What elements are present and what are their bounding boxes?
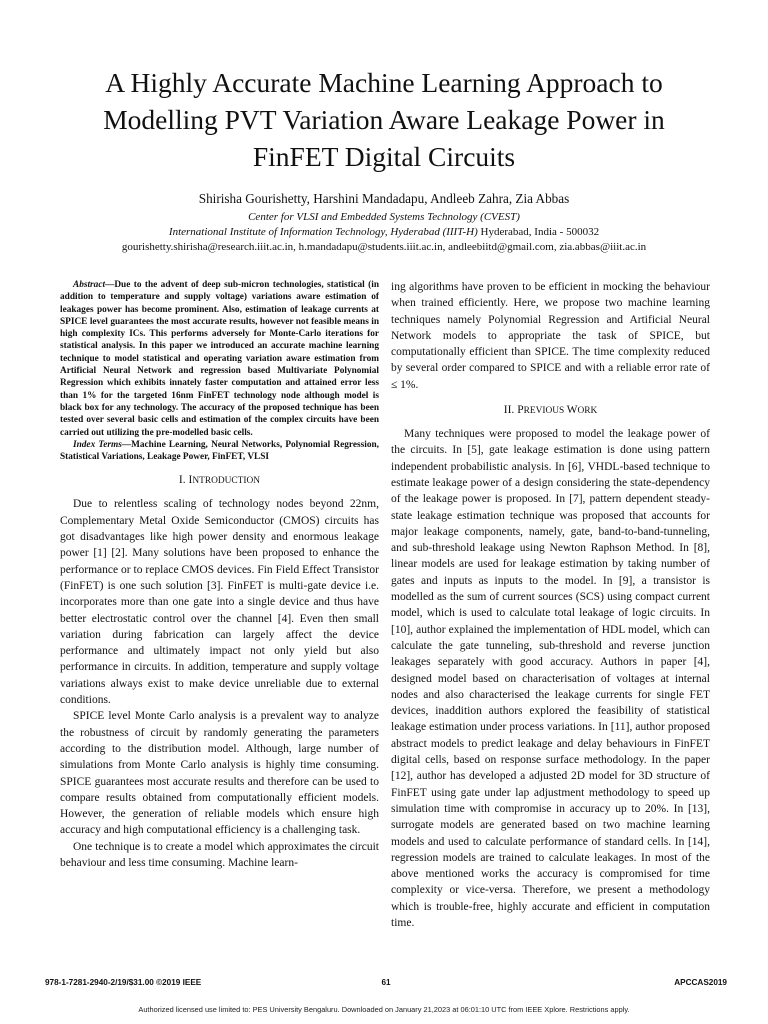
- title-line: Modelling PVT Variation Aware Leakage Power in: [103, 104, 665, 135]
- author-emails: gourishetty.shirisha@research.iiit.ac.in, h.mandadapu@students.iiit.ac.in, andleebiitd@gmail.com, zia.abbas@iiit.ac.in: [121, 241, 647, 253]
- title-line: A Highly Accurate Machine Learning Approach to: [105, 67, 663, 98]
- section-title-rest: ORK: [577, 406, 598, 417]
- section-first-letter: W: [566, 404, 578, 417]
- license-notice: Authorized licensed use limited to: PES University Bengaluru. Downloaded on January 21,2023 at 06:01:10 UTC from IEEE Xplore. Restrictions apply.: [138, 1005, 630, 1014]
- index-terms-text: —Machine Learning, Neural Networks, Polynomial Regression, Statistical Variations, Leakage Power, FinFET, VLSI: [60, 439, 379, 463]
- intro-paragraph: SPICE level Monte Carlo analysis is a prevalent way to analyze the robustness of circuit by randomly generating the parameters according to the distribution model. Although, large number of simulations from Monte Carlo analysis is highly time consuming. SPICE guarantees most accurate results and therefore can be used to compare results obtained from computationally efficient models. However, the generation of reliable models which ensure high accuracy and high computational efficiency is a challenging task.: [60, 710, 379, 837]
- left-column: [60, 279, 379, 871]
- institute-name: International Institute of Information Technology, Hyderabad (IIIT-H): [168, 226, 478, 238]
- previous-work-paragraph: Many techniques were proposed to model the leakage power of the circuits. In [5], gate leakage estimation is done using pattern independent probabilistic analysis. In [6], VHDL-based technique to estimate leakage power of a design considering the state-dependency of the leakage power is proposed. In [7], pattern dependent steady-state leakage estimation technique was proposed that accounts for major leakage components, namely, gate, band-to-band-tunneling, and sub-threshold leakage using Newton Raphson Method. In [8], linear models are used for leakage estimation by taking number of gates and inputs as inputs to the model. In [9], a transistor is modelled as the sum of current sources (SCS) using compact current model, which is used to calculate total leakage of logic circuits. In [10], author explained the implementation of HDL model, which can calculate the gate tunneling, sub-threshold and reverse junction leakages separately with good accuracy. Authors in paper [4], designed model based on characterisation of voltages at internal nodes and also characterised the leakage currents for single FET devices, inaddition authors explored the feasibility of statistical leakage estimation under process variations. In [11], author proposed abstract models to predict leakage and delay behaviours in FinFET digital cells, based on response surface methodology. In the paper [12], author has developed a adjusted 2D model for 3D structure of FinFET using gate under lap adjustment methodology to speed up simulation time with compromise in accuracy up to 20%. In [13], surrogate models are generated based on two machine learning models and used to calculate performance of standard cells. In [14], regression models are trained to calculate leakages. In most of the above mentioned works the accuracy is compromised for time complexity or vice-versa. Therefore, we present a methodology which is trouble-free, highly accurate and efficient in computation time.: [391, 428, 710, 929]
- right-column: [391, 279, 710, 931]
- section-first-letter: P: [517, 404, 524, 417]
- affiliation-institute: [30, 225, 738, 239]
- index-terms-label: Index Terms: [73, 439, 122, 450]
- section-title-rest: NTRODUCTION: [192, 476, 261, 487]
- abstract-text: —Due to the advent of deep sub-micron technologies, statistical (in addition to temperature and supply voltage) variations aware estimation of leakages power has become prominent. Also, estimation of leakage currents at SPICE level guarantees the most accurate results, however not feasible means in high complexity ICs. This performs adversely for Monte-Carlo iterations for statistical analysis. In this paper we introduced an accurate machine learning technique to model statistical and operating variation aware estimation from Artificial Neural Network and regression based Multivariate Polynomial Regression which exhibits innately faster computation and attained error less than 1% for the targeted 16nm FinFET technology node although model is black box for any technology. The accuracy of the proposed technique has been tested over several basic cells and estimation of the complex circuits have been carried out utilizing the pre-modelled basic cells.: [60, 280, 379, 438]
- author-list: Shirisha Gourishetty, Harshini Mandadapu, Andleeb Zahra, Zia Abbas: [198, 191, 570, 206]
- section-heading-introduction: [60, 472, 379, 489]
- institute-location: Hyderabad, India - 500032: [477, 226, 600, 238]
- index-terms: [60, 439, 379, 464]
- footer-copyright: 978-1-7281-2940-2/19/$31.00 ©2019 IEEE: [45, 978, 202, 987]
- section-title-rest: REVIOUS: [523, 406, 567, 417]
- abstract-label: Abstract: [73, 280, 106, 290]
- intro-continuation: ing algorithms have proven to be efficient in mocking the behaviour when trained efficiently. Here, we propose two machine learning techniques namely Polynomial Regression and Artificial Neural Network models to appropriate the task of SPICE, but computationally efficient than SPICE. The time complexity reduced by several order compared to SPICE and with a reliable error rate of ≤ 1%.: [391, 281, 710, 391]
- abstract: [60, 279, 379, 439]
- intro-paragraph: Due to relentless scaling of technology nodes beyond 22nm, Complementary Metal Oxide Semiconductor (CMOS) circuits has got disadvantages like high power density and enormous leakage power [1] [2]. Many solutions have been proposed to enhance the performance or to replace CMOS devices. Fin Field Effect Transistor (FinFET) is one such solution [3]. FinFET is multi-gate device i.e. incorporates more than one gate into a single device and thus have better electrostatic control over the channel [4]. Even then small variation during fabrication can largely affect the device performance and ultimately impact not only yield but also performance in circuits. In addition, temperature and supply voltage variations always exist to make device unreliable due to external conditions.: [60, 498, 379, 707]
- page-footer: [45, 978, 727, 990]
- section-heading-previous-work: [391, 402, 710, 419]
- section-first-letter: I: [188, 474, 193, 487]
- page-number: 61: [381, 978, 391, 987]
- footer-conference: APCCAS2019: [674, 978, 727, 987]
- section-numeral: II.: [503, 404, 518, 417]
- section-numeral: I.: [178, 474, 189, 487]
- affiliation-center: Center for VLSI and Embedded Systems Technology (CVEST): [248, 211, 520, 223]
- intro-paragraph: One technique is to create a model which approximates the circuit behaviour and less time consuming. Machine learn-: [60, 840, 379, 869]
- paper-title: [30, 64, 738, 175]
- title-line: FinFET Digital Circuits: [252, 141, 516, 172]
